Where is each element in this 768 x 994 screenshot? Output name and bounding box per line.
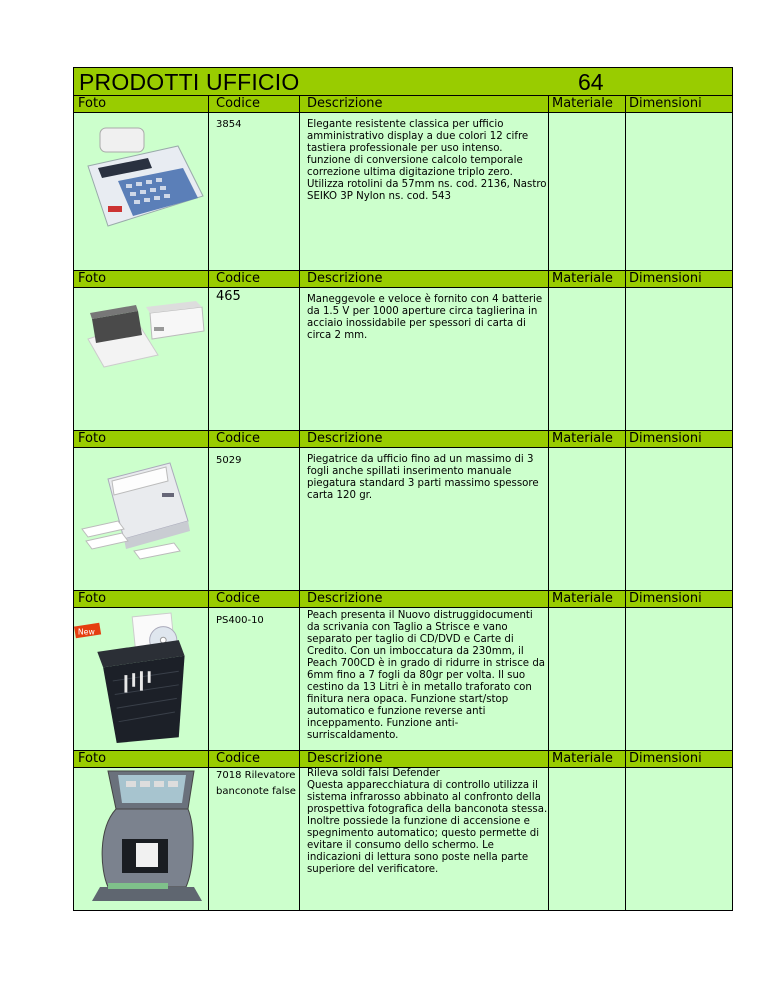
product-description: Piegatrice da ufficio fino ad un massimo di 3 fogli anche spillati inserimento manuale piegatura standard 3 parti massimo spessore carta 120 gr.: [307, 454, 539, 501]
header-dimensions: Dimensioni: [629, 96, 702, 111]
header-photo: Foto: [78, 751, 107, 766]
product-sheet: [73, 67, 733, 911]
product-block: [74, 271, 732, 431]
product-code: 5029: [216, 455, 242, 466]
product-block: [74, 431, 732, 591]
product-code: PS400-10: [216, 615, 264, 626]
header-material: Materiale: [552, 591, 613, 606]
product-block: [74, 96, 732, 271]
header-photo: Foto: [78, 591, 107, 606]
header-row: [74, 431, 732, 448]
header-code: Codice: [216, 96, 261, 111]
product-description: Elegante resistente classica per ufficio amministrativo display a due colori 12 cifre tastiera professionale per uso intenso. funzione di conversione calcolo temporale correzione ultima digitazione triplo zero. Utilizza rotolini da 57mm ns. cod. 2136, Nastro SEIKO 3P Nylon ns. cod. 543: [307, 119, 547, 202]
header-row: [74, 96, 732, 113]
product-code: 7018 Rilevatore banconote false: [216, 770, 296, 797]
header-dimensions: Dimensioni: [629, 591, 702, 606]
header-description: Descrizione: [307, 431, 383, 446]
product-description: Maneggevole e veloce è fornito con 4 batterie da 1.5 V per 1000 aperture circa taglierina in acciaio inossidabile per spessori di carta di circa 2 mm.: [307, 294, 543, 341]
header-description: Descrizione: [307, 591, 383, 606]
header-code: Codice: [216, 271, 261, 286]
header-dimensions: Dimensioni: [629, 751, 702, 766]
header-row: [74, 591, 732, 608]
product-code: 3854: [216, 119, 242, 130]
header-material: Materiale: [552, 431, 613, 446]
new-badge: New: [77, 627, 95, 637]
header-row: [74, 751, 732, 768]
header-description: Descrizione: [307, 96, 383, 111]
header-code: Codice: [216, 591, 261, 606]
header-description: Descrizione: [307, 271, 383, 286]
product-description: Rileva soldi falsi Defender Questa apparecchiatura di controllo utilizza il sistema infrarosso abbinato al confronto della prospettiva fotografica della banconota stessa. Inoltre possiede la funzione di accensione e spegnimento automatico; questo permette di evitare il consumo dello schermo. Le indicazioni di lettura sono poste nella parte superiore del verificatore.: [307, 768, 548, 875]
title-bar: [74, 68, 732, 96]
header-code: Codice: [216, 431, 261, 446]
page-number: 64: [578, 69, 604, 95]
header-photo: Foto: [78, 96, 107, 111]
folding-machine-image: [78, 459, 208, 569]
shredder-image: [74, 611, 204, 746]
header-row: [74, 271, 732, 288]
header-photo: Foto: [78, 431, 107, 446]
header-photo: Foto: [78, 271, 107, 286]
header-description: Descrizione: [307, 751, 383, 766]
product-block: [74, 591, 732, 751]
product-description: Peach presenta il Nuovo distruggidocumenti da scrivania con Taglio a Strisce e vano separato per taglio di CD/DVD e Carte di Credito. Con un imboccatura da 230mm, il Peach 700CD è in grado di ridurre in strisce da 6mm fino a 7 fogli da 80gr per volta. Il suo cestino da 13 Litri è in metallo traforato con finitura nera opaca. Funzione start/stop automatico e funzione reverse anti inceppamento. Funzione anti-surriscaldamento.: [307, 610, 546, 741]
header-dimensions: Dimensioni: [629, 431, 702, 446]
page-title: PRODOTTI UFFICIO: [79, 69, 300, 95]
banknote-detector-image: [78, 769, 208, 909]
product-code: 465: [216, 289, 241, 304]
product-block: [74, 751, 732, 911]
header-material: Materiale: [552, 96, 613, 111]
header-dimensions: Dimensioni: [629, 271, 702, 286]
calculator-image: [78, 126, 208, 236]
header-material: Materiale: [552, 271, 613, 286]
letter-opener-image: [78, 299, 208, 369]
header-code: Codice: [216, 751, 261, 766]
header-material: Materiale: [552, 751, 613, 766]
